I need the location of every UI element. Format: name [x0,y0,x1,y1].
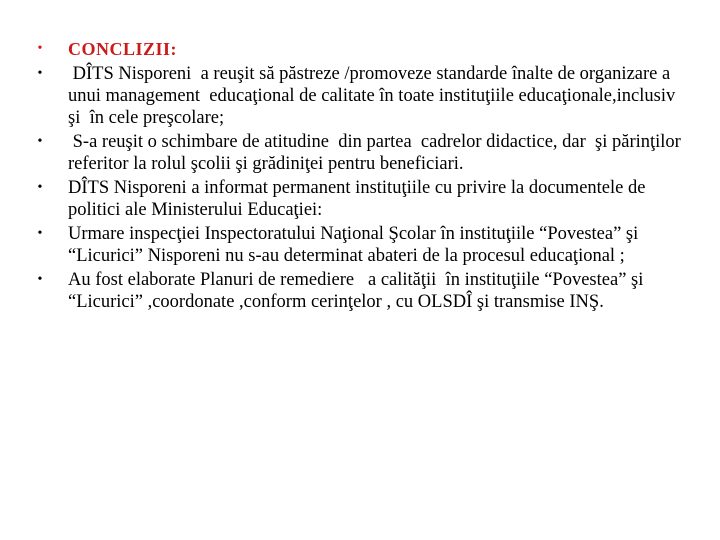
bullet-icon: • [37,134,43,149]
list-item-text: Au fost elaborate Planuri de remediere a calităţii în instituţiile “Povestea” şi “Licurici” ,coordonate ,conform cerinţelor , cu OLSDÎ şi transmise INŞ. [68,270,648,312]
bullet-icon: • [37,41,43,56]
list-item-text: DÎTS Nisporeni a reuşit să păstreze /promoveze standarde înalte de organizare a unui management educaţional de calitate în toate instituţiile educaţionale,inclusiv şi în cele preşcolare; [68,64,680,128]
bullet-icon: • [37,272,43,287]
bullet-list [30,38,690,315]
bullet-icon: • [37,66,43,81]
list-item [30,131,690,175]
heading-text: CONCLIZII: [68,39,178,59]
list-item [30,223,690,267]
list-item [30,63,690,129]
conclusions-heading [30,38,690,61]
bullet-icon: • [37,226,43,241]
bullet-icon: • [37,180,43,195]
list-item [30,269,690,313]
list-item-text: DÎTS Nisporeni a informat permanent instituţiile cu privire la documentele de politici ale Ministerului Educaţiei: [68,178,646,220]
list-item-text: S-a reuşit o schimbare de atitudine din partea cadrelor didactice, dar şi părinţilor referitor la rolul şcolii şi grădiniţei pentru beneficiari. [68,132,691,174]
list-item [30,177,690,221]
list-item-text: Urmare inspecţiei Inspectoratului Naţional Şcolar în instituţiile “Povestea” şi “Licurici” Nisporeni nu s-au determinat abateri de la procesul educaţional ; [68,224,639,266]
